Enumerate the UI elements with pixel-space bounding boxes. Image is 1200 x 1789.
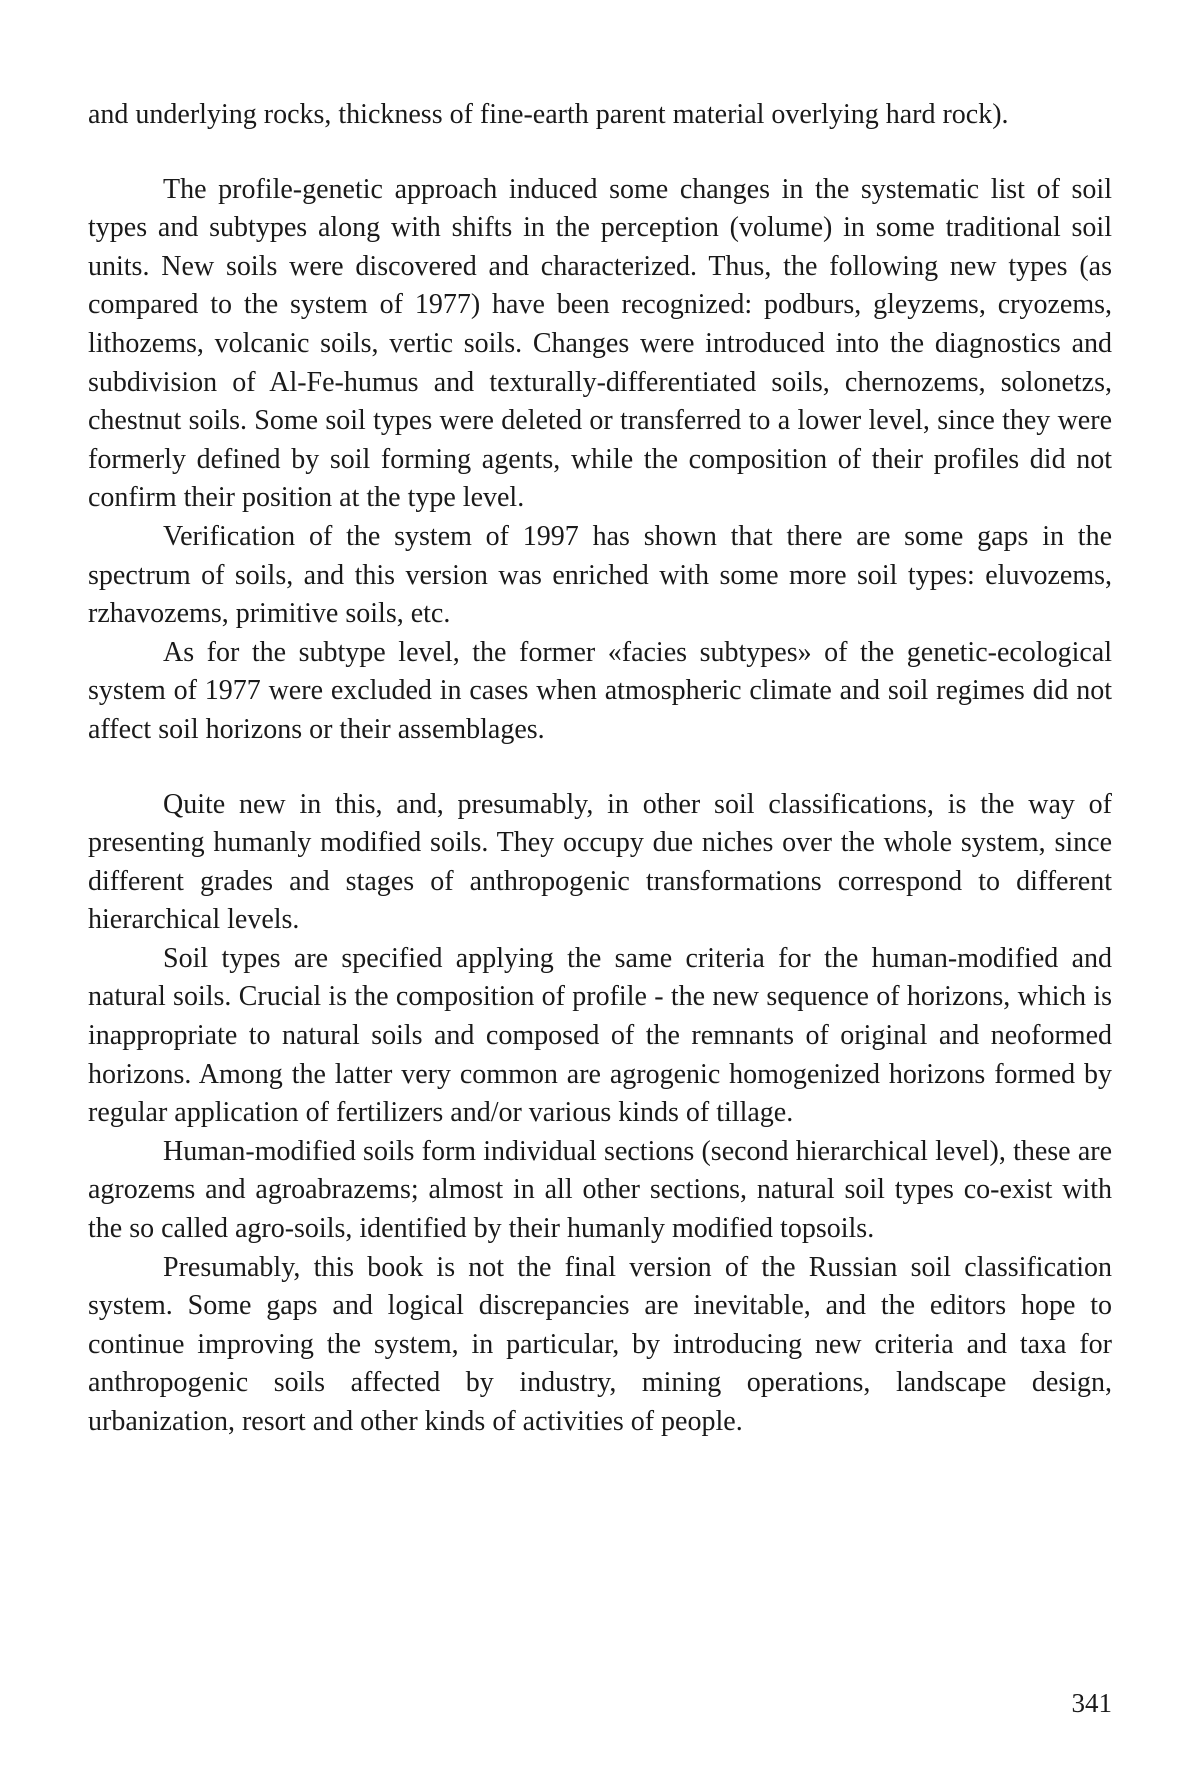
page-body: [88, 96, 1112, 1442]
paragraph-continuation: and underlying rocks, thickness of fine-earth parent material overlying hard rock).: [88, 99, 1009, 130]
paragraph-final-version: Presumably, this book is not the final version of the Russian soil classification system. Some gaps and logical discrepancies are inevitable, and the editors hope to continue improving the system, in particular, by introducing new criteria and taxa for anthropogenic soils affected by industry, mining operations, landscape design, urbanization, resort and other kinds of activities of people.: [88, 1251, 1112, 1437]
paragraph-humanly-modified-soils: Quite new in this, and, presumably, in other soil classifications, is the way of presenting humanly modified soils. They occupy due niches over the whole system, since different grades and stages of anthropogenic transformations correspond to different hierarchical levels.: [88, 788, 1112, 936]
paragraph-verification: Verification of the system of 1997 has shown that there are some gaps in the spectrum of soils, and this version was enriched with some more soil types: eluvozems, rzhavozems, primitive soils, etc.: [88, 520, 1112, 630]
paragraph-subtype-level: As for the subtype level, the former «facies subtypes» of the genetic-ecological system of 1977 were excluded in cases when atmospheric climate and soil regimes did not affect soil horizons or their assemblages.: [88, 636, 1112, 745]
paragraph-soil-type-criteria: Soil types are specified applying the same criteria for the human-modified and natural soils. Crucial is the composition of profile - the new sequence of horizons, which is inappropriate to natural soils and composed of the remnants of original and neoformed horizons. Among the latter very common are agrogenic homogenized horizons formed by regular application of fertilizers and/or various kinds of tillage.: [88, 942, 1112, 1129]
paragraph-human-modified-sections: Human-modified soils form individual sections (second hierarchical level), these are agrozems and agroabrazems; almost in all other sections, natural soil types co-exist with the so called agro-soils, identified by their humanly modified topsoils.: [88, 1135, 1112, 1245]
paragraph-profile-genetic-approach: The profile-genetic approach induced some changes in the systematic list of soil types and subtypes along with shifts in the perception (volume) in some traditional soil units. New soils were discovered and characterized. Thus, the following new types (as compared to the system of 1977) have been recognized: podburs, gleyzems, cryozems, lithozems, volcanic soils, vertic soils. Changes were introduced into the diagnostics and subdivision of Al-Fe-humus and texturally-differentiated soils, chernozems, solonetzs, chestnut soils. Some soil types were deleted or transferred to a lower level, since they were formerly defined by soil forming agents, while the composition of their profiles did not confirm their position at the type level.: [88, 173, 1112, 514]
page-number: 341: [1071, 1688, 1112, 1718]
